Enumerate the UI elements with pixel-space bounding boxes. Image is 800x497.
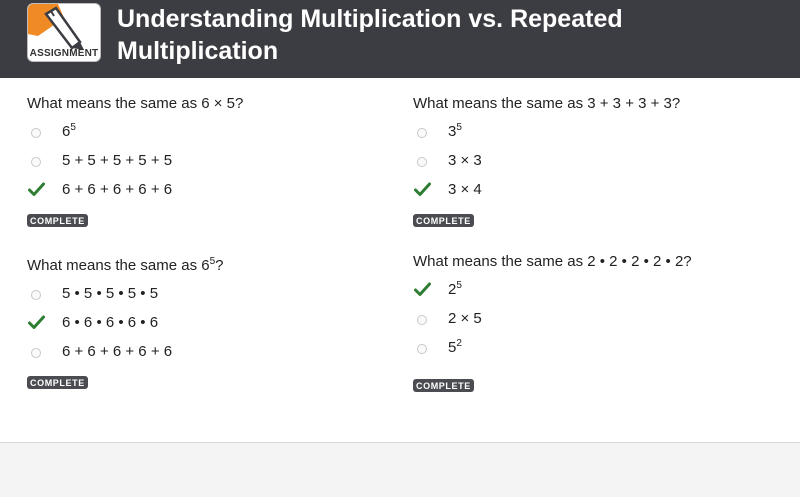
answer-option[interactable] (27, 285, 397, 314)
answer-option[interactable] (413, 152, 783, 181)
radio-button[interactable] (31, 348, 41, 358)
page-title (117, 3, 777, 67)
status-badge: COMPLETE (27, 376, 88, 389)
answer-text: $3^5$ (448, 122, 462, 140)
radio-button[interactable] (31, 128, 41, 138)
question-text: What means the same as 3 + 3 + 3 + 3? (413, 95, 681, 112)
answer-text: 5 • 5 • 5 • 5 • 5 (62, 285, 159, 302)
answer-text: 6 • 6 • 6 • 6 • 6 (62, 314, 159, 331)
answer-text: 3 × 3 (448, 152, 482, 169)
question-text: What means the same as 2 • 2 • 2 • 2 • 2? (413, 253, 692, 270)
pencil-icon (28, 4, 101, 50)
question-1 (27, 95, 397, 229)
answer-option-selected[interactable] (413, 181, 783, 210)
answer-text: $5^2$ (448, 338, 462, 356)
answer-text: 6 + 6 + 6 + 6 + 6 (62, 343, 173, 360)
answer-text: $6^5$ (62, 122, 76, 140)
assignment-label: ASSIGNMENT (29, 48, 99, 59)
radio-button[interactable] (417, 128, 427, 138)
assignment-logo (27, 3, 101, 62)
radio-button[interactable] (417, 344, 427, 354)
answer-options (413, 123, 783, 210)
answer-option-selected[interactable] (413, 281, 783, 310)
answer-text: 6 + 6 + 6 + 6 + 6 (62, 181, 173, 198)
checkmark-icon (414, 281, 431, 298)
question-2 (413, 95, 783, 229)
radio-button[interactable] (31, 290, 41, 300)
answer-options (27, 285, 397, 372)
answer-option-selected[interactable] (27, 314, 397, 343)
answer-option[interactable] (27, 152, 397, 181)
footer-area (0, 443, 800, 497)
checkmark-icon (28, 314, 45, 331)
page-title-line-1: Understanding Multiplication vs. Repeated (117, 5, 623, 33)
answer-option[interactable] (413, 123, 783, 152)
answer-text: 5 + 5 + 5 + 5 + 5 (62, 152, 173, 169)
radio-button[interactable] (417, 157, 427, 167)
assignment-header (0, 0, 800, 78)
radio-button[interactable] (417, 315, 427, 325)
answer-options (27, 123, 397, 210)
radio-button[interactable] (31, 157, 41, 167)
question-text: What means the same as $6^5$? (27, 256, 224, 274)
question-text: What means the same as 6 × 5? (27, 95, 244, 112)
answer-options (413, 281, 783, 368)
status-badge: COMPLETE (413, 379, 474, 392)
answer-option[interactable] (413, 310, 783, 339)
answer-text: 3 × 4 (448, 181, 482, 198)
answer-option[interactable] (27, 123, 397, 152)
answer-text: 2 × 5 (448, 310, 482, 327)
status-badge: COMPLETE (413, 214, 474, 227)
checkmark-icon (28, 181, 45, 198)
answer-option[interactable] (413, 339, 783, 368)
checkmark-icon (414, 181, 431, 198)
question-3 (27, 257, 397, 391)
answer-option-selected[interactable] (27, 181, 397, 210)
status-badge: COMPLETE (27, 214, 88, 227)
question-4 (413, 253, 783, 394)
answer-option[interactable] (27, 343, 397, 372)
page-title-line-2: Multiplication (117, 37, 279, 65)
answer-text: $2^5$ (448, 280, 462, 298)
